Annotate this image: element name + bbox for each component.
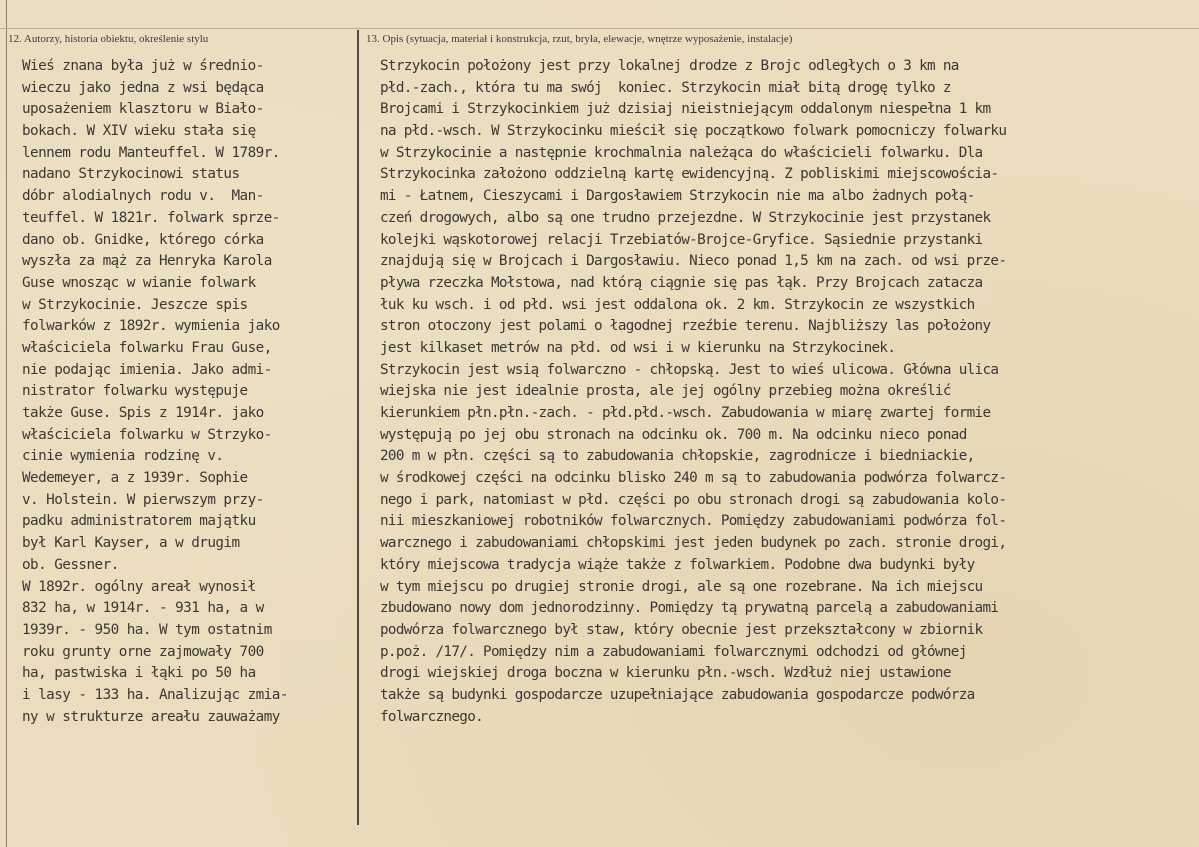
text-line: kierunkiem płn.płn.-zach. - płd.płd.-wsch. Zabudowania w miarę zwartej formie — [380, 405, 991, 421]
section-12-header: 12. Autorzy, historia obiektu, określenie stylu — [8, 33, 209, 45]
text-line: jest kilkaset metrów na płd. od wsi i w kierunku na Strzykocinek. — [380, 339, 896, 356]
text-line: był Karl Kayser, a w drugim — [22, 535, 240, 552]
text-line: podwórza folwarcznego był staw, który obecnie jest przekształcony w zbiornik — [380, 621, 983, 638]
text-line: Strzykocinka założono oddzielną kartę ewidencyjną. Z pobliskimi miejscowościa- — [380, 166, 999, 183]
text-line: w Strzykocinie a następnie krochmalnia należąca do właścicieli folwarku. Dla — [380, 144, 983, 161]
text-line: pływa rzeczka Mołstowa, nad którą ciągnie się pas łąk. Przy Brojcach zatacza — [380, 274, 983, 291]
text-line: padku administratorem majątku — [22, 513, 256, 530]
text-line: nego i park, natomiast w płd. części po obu stronach drogi są zabudowania kolo- — [380, 491, 1007, 508]
text-line: folwarcznego. — [380, 708, 484, 725]
text-line: ob. Gessner. — [22, 556, 119, 573]
text-line: występują po jej obu stronach na odcinku ok. 700 m. Na odcinku nieco ponad — [380, 426, 967, 443]
text-line: czeń drogowych, albo są one trudno przejezdne. W Strzykocinie jest przystanek — [380, 209, 991, 226]
left-margin-rule — [6, 0, 7, 847]
text-line: lennem rodu Manteuffel. W 1789r. — [22, 144, 280, 161]
text-line: nistrator folwarku występuje — [22, 383, 248, 400]
text-line: p.poż. /17/. Pomiędzy nim a zabudowaniami folwarcznymi odchodzi od głównej — [380, 643, 967, 660]
text-line: nii mieszkaniowej robotników folwarcznych. Pomiędzy zabudowaniami podwórza fol- — [380, 513, 1007, 530]
text-line: właściciela folwarku w Strzyko- — [22, 426, 272, 443]
text-line: wiejska nie jest idealnie prosta, ale jej ogólny przebieg można określić — [380, 383, 951, 400]
text-line: cinie wymienia rodzinę v. — [22, 448, 224, 465]
history-text-column — [22, 56, 355, 728]
text-line: także Guse. Spis z 1914r. jako — [22, 405, 264, 421]
text-line: Guse wnosząc w wianie folwark — [22, 274, 256, 291]
text-line: 1939r. - 950 ha. W tym ostatnim — [22, 621, 272, 638]
text-line: w Strzykocinie. Jeszcze spis — [22, 296, 248, 313]
text-line: folwarków z 1892r. wymienia jako — [22, 318, 280, 335]
text-line: dano ob. Gnidke, którego córka — [22, 231, 264, 248]
section-13-header: 13. Opis (sytuacja, materiał i konstrukcja, rzut, bryła, elewacje, wnętrze wyposażenie, instalacje) — [366, 33, 793, 45]
text-line: ha, pastwiska i łąki po 50 ha — [22, 665, 256, 682]
text-line: kolejki wąskotorowej relacji Trzebiatów-Brojce-Gryfice. Sąsiednie przystanki — [380, 231, 983, 248]
text-line: dóbr alodialnych rodu v. Man- — [22, 188, 264, 205]
text-line: mi - Łatnem, Cieszycami i Dargosławiem Strzykocin nie ma albo żadnych połą- — [380, 188, 975, 205]
text-line: W 1892r. ogólny areał wynosił — [22, 578, 256, 595]
text-line: Brojcami i Strzykocinkiem już dzisiaj nieistniejącym oddalonym niespełna 1 km — [380, 101, 991, 118]
text-line: Wieś znana była już w średnio- — [22, 58, 264, 74]
text-line: nie podając imienia. Jako admi- — [22, 361, 272, 378]
top-rule — [0, 28, 1199, 29]
text-line: zbudowano nowy dom jednorodzinny. Pomiędzy tą prywatną parcelą a zabudowaniami — [380, 600, 999, 617]
text-line: płd.-zach., która tu ma swój koniec. Strzykocin miał bitą drogę tylko z — [380, 79, 951, 96]
text-line: wyszła za mąż za Henryka Karola — [22, 253, 272, 270]
text-line: 832 ha, w 1914r. - 931 ha, a w — [22, 600, 264, 617]
text-line: wieczu jako jedna z wsi będąca — [22, 79, 264, 96]
text-line: roku grunty orne zajmowały 700 — [22, 643, 264, 660]
description-text-column — [380, 56, 1195, 728]
text-line: znajdują się w Brojcach i Dargosławiu. Nieco ponad 1,5 km na zach. od wsi prze- — [380, 253, 1007, 270]
text-line: w tym miejscu po drugiej stronie drogi, ale są one rozebrane. Na ich miejscu — [380, 578, 983, 595]
text-line: uposażeniem klasztoru w Biało- — [22, 101, 264, 118]
text-line: nadano Strzykocinowi status — [22, 166, 240, 183]
text-line: także są budynki gospodarcze uzupełniające zabudowania gospodarcze podwórza — [380, 686, 975, 703]
text-line: i lasy - 133 ha. Analizując zmia- — [22, 686, 288, 703]
text-line: właściciela folwarku Frau Guse, — [22, 339, 272, 356]
text-line: Strzykocin położony jest przy lokalnej drodze z Brojc odległych o 3 km na — [380, 58, 959, 74]
text-line: bokach. W XIV wieku stała się — [22, 123, 256, 140]
text-line: warcznego i zabudowaniami chłopskimi jest jeden budynek po zach. stronie drogi, — [380, 535, 1007, 552]
text-line: łuk ku wsch. i od płd. wsi jest oddalona ok. 2 km. Strzykocin ze wszystkich — [380, 296, 975, 313]
text-line: Wedemeyer, a z 1939r. Sophie — [22, 470, 248, 487]
text-line: drogi wiejskiej droga boczna w kierunku płn.-wsch. Wzdłuż niej ustawione — [380, 665, 951, 682]
text-line: 200 m w płn. części są to zabudowania chłopskie, zagrodnicze i biedniackie, — [380, 448, 975, 465]
text-line: w środkowej części na odcinku blisko 240 m są to zabudowania podwórza folwarcz- — [380, 470, 1007, 487]
text-line: Strzykocin jest wsią folwarczno - chłopską. Jest to wieś ulicowa. Główna ulica — [380, 361, 999, 378]
text-line: v. Holstein. W pierwszym przy- — [22, 491, 264, 508]
text-line: ny w strukturze areału zauważamy — [22, 708, 280, 725]
text-line: na płd.-wsch. W Strzykocinku mieścił się początkowo folwark pomocniczy folwarku — [380, 123, 1007, 140]
text-line: który miejscowa tradycja wiąże także z folwarkiem. Podobne dwa budynki były — [380, 556, 975, 573]
text-line: stron otoczony jest polami o łagodnej rzeźbie terenu. Najbliższy las położony — [380, 318, 991, 335]
text-line: teuffel. W 1821r. folwark sprze- — [22, 209, 280, 226]
column-divider — [357, 30, 359, 825]
